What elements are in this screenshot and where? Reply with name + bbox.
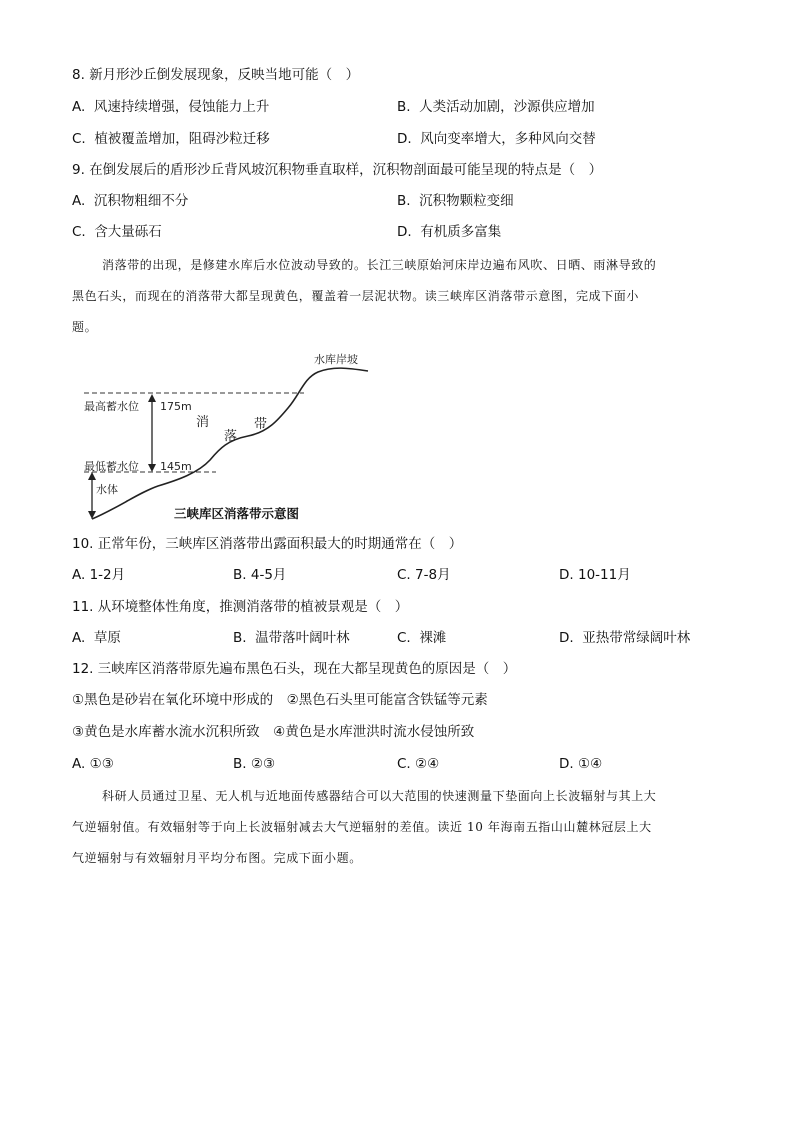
question-9-stem: 9. 在倒发展后的盾形沙丘背风坡沉积物垂直取样，沉积物剖面最可能呈现的特点是（ ） — [72, 162, 603, 178]
passage-1-line-1: 消落带的出现，是修建水库后水位波动导致的。长江三峡原始河床岸边遍布风吹、日晒、雨淋导致的 — [102, 258, 657, 272]
water-arrow-head-up — [88, 472, 96, 480]
zone-char-3: 带 — [254, 417, 268, 432]
question-10-option-a: A. 1-2月 — [72, 567, 126, 583]
arrow-head-up — [148, 394, 156, 402]
question-12-statements-2: ③黄色是水库蓄水流水沉积所致 ④黄色是水库泄洪时流水侵蚀所致 — [72, 724, 475, 740]
question-12-stem: 12. 三峡库区消落带原先遍布黑色石头，现在大都呈现黄色的原因是（ ） — [72, 661, 517, 677]
low-water-label: 最低蓄水位 — [84, 460, 139, 473]
question-9-option-d: D. 有机质多富集 — [397, 224, 502, 240]
passage-2-line-1: 科研人员通过卫星、无人机与近地面传感器结合可以大范围的快速测量下垫面向上长波辐射与其上大 — [102, 789, 657, 803]
question-10-option-d: D. 10-11月 — [559, 567, 631, 583]
passage-1-line-3: 题。 — [72, 320, 98, 334]
low-water-value: 145m — [160, 460, 192, 473]
question-11-option-c: C. 裸滩 — [397, 630, 447, 646]
question-8-option-c: C. 植被覆盖增加，阻碍沙粒迁移 — [72, 131, 270, 147]
question-10-stem: 10. 正常年份，三峡库区消落带出露面积最大的时期通常在（ ） — [72, 536, 463, 552]
water-body-label: 水体 — [96, 483, 118, 496]
question-8-option-b: B. 人类活动加剧，沙源供应增加 — [397, 99, 595, 115]
question-12-option-b: B. ②③ — [233, 756, 276, 772]
question-9-option-a: A. 沉积物粗细不分 — [72, 193, 189, 209]
question-9-option-b: B. 沉积物颗粒变细 — [397, 193, 514, 209]
question-11-option-a: A. 草原 — [72, 630, 121, 646]
question-9-option-c: C. 含大量砾石 — [72, 224, 162, 240]
question-8-option-d: D. 风向变率增大，多种风向交替 — [397, 131, 596, 147]
question-11-stem: 11. 从环境整体性角度，推测消落带的植被景观是（ ） — [72, 599, 409, 615]
question-12-option-c: C. ②④ — [397, 756, 440, 772]
passage-2-line-3: 气逆辐射与有效辐射月平均分布图。完成下面小题。 — [72, 851, 362, 865]
zone-char-1: 消 — [196, 415, 210, 430]
question-11-option-b: B. 温带落叶阔叶林 — [233, 630, 350, 646]
question-11-option-d: D. 亚热带常绿阔叶林 — [559, 630, 691, 646]
question-8-option-a: A. 风速持续增强，侵蚀能力上升 — [72, 99, 270, 115]
zone-char-2: 落 — [224, 429, 238, 444]
passage-1-line-2: 黑色石头，而现在的消落带大都呈现黄色，覆盖着一层泥状物。读三峡库区消落带示意图，完成下面小 — [72, 289, 640, 303]
question-10-option-b: B. 4-5月 — [233, 567, 287, 583]
high-water-value: 175m — [160, 400, 192, 413]
figure-diagram — [78, 348, 378, 526]
figure-title: 三峡库区消落带示意图 — [174, 506, 300, 521]
question-12-option-d: D. ①④ — [559, 756, 603, 772]
high-water-label: 最高蓄水位 — [84, 400, 139, 413]
question-10-option-c: C. 7-8月 — [397, 567, 451, 583]
passage-2-line-2: 气逆辐射值。有效辐射等于向上长波辐射减去大气逆辐射的差值。读近 10 年海南五指山山麓林冠层上大 — [72, 820, 652, 834]
question-12-statements-1: ①黑色是砂岩在氧化环境中形成的 ②黑色石头里可能富含铁锰等元素 — [72, 692, 488, 708]
arrow-head-down — [148, 464, 156, 472]
question-12-option-a: A. ①③ — [72, 756, 114, 772]
slope-label: 水库岸坡 — [314, 353, 358, 366]
question-8-stem: 8. 新月形沙丘倒发展现象，反映当地可能（ ） — [72, 67, 360, 83]
